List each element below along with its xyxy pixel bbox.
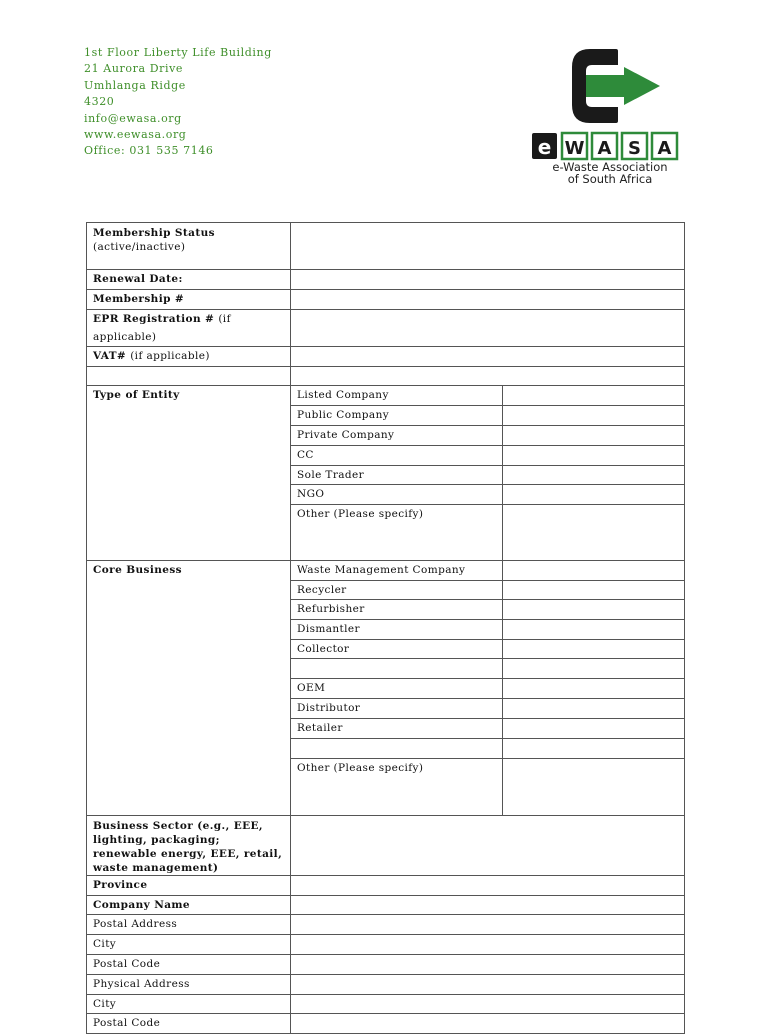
core-option-other: Other (Please specify) [291, 759, 503, 816]
postal-code-label: Postal Code [87, 955, 291, 975]
company-name-field[interactable] [291, 896, 685, 915]
entity-option: Public Company [291, 406, 503, 426]
renewal-date-label: Renewal Date: [87, 270, 291, 290]
address-postcode: 4320 [84, 95, 115, 109]
entity-option-checkbox[interactable] [503, 406, 685, 426]
core-option-checkbox[interactable] [503, 659, 685, 679]
logo-tagline-2: of South Africa [567, 172, 653, 186]
entity-option-checkbox[interactable] [503, 485, 685, 505]
physical-city-label: City [87, 995, 291, 1014]
logo-letter: S [628, 138, 641, 159]
core-option-checkbox[interactable] [503, 640, 685, 659]
core-option: Waste Management Company [291, 561, 503, 581]
ewasa-e-arrow-icon [528, 45, 692, 165]
entity-option-checkbox[interactable] [503, 446, 685, 466]
spacer-cell [291, 367, 685, 386]
postal-city-field[interactable] [291, 935, 685, 955]
website-link[interactable]: www.eewasa.org [84, 128, 187, 142]
spacer-cell [87, 367, 291, 386]
entity-option: Private Company [291, 426, 503, 446]
epr-registration-label: EPR Registration # (if applicable) [87, 310, 291, 347]
membership-number-field[interactable] [291, 290, 685, 310]
postal-address-field[interactable] [291, 915, 685, 935]
core-business-label: Core Business [87, 561, 291, 816]
vat-label: VAT# (if applicable) [87, 347, 291, 367]
core-option-blank [291, 659, 503, 679]
entity-option-checkbox[interactable] [503, 466, 685, 485]
core-other-specify-field[interactable] [503, 759, 685, 816]
core-option: Refurbisher [291, 600, 503, 620]
postal-address-label: Postal Address [87, 915, 291, 935]
business-sector-label: Business Sector (e.g., EEE, lighting, packaging; renewable energy, EEE, retail, waste management) [87, 816, 291, 876]
core-option: Distributor [291, 699, 503, 719]
province-label: Province [87, 876, 291, 896]
core-option: Dismantler [291, 620, 503, 640]
core-option-checkbox[interactable] [503, 679, 685, 699]
physical-postal-code-label: Postal Code [87, 1014, 291, 1034]
core-option-checkbox[interactable] [503, 600, 685, 620]
membership-status-label: Membership Status (active/inactive) [87, 223, 291, 270]
entity-option: CC [291, 446, 503, 466]
logo-letter: A [597, 138, 612, 159]
core-option-checkbox[interactable] [503, 581, 685, 600]
logo-tagline-1: e-Waste Association [552, 160, 668, 174]
entity-option-checkbox[interactable] [503, 426, 685, 446]
office-phone: Office: 031 535 7146 [84, 144, 214, 158]
company-name-label: Company Name [87, 896, 291, 915]
membership-form [86, 222, 685, 1034]
core-option: Recycler [291, 581, 503, 600]
postal-code-field[interactable] [291, 955, 685, 975]
address-line: Umhlanga Ridge [84, 78, 186, 92]
core-option: OEM [291, 679, 503, 699]
core-option-checkbox[interactable] [503, 719, 685, 739]
email-link[interactable]: info@ewasa.org [84, 111, 182, 125]
business-sector-field[interactable] [291, 816, 685, 876]
province-field[interactable] [291, 876, 685, 896]
entity-option: Sole Trader [291, 466, 503, 485]
entity-option: Listed Company [291, 386, 503, 406]
logo-letter: W [564, 138, 585, 159]
core-option: Retailer [291, 719, 503, 739]
physical-address-field[interactable] [291, 975, 685, 995]
address-line: 21 Aurora Drive [84, 62, 184, 76]
entity-option: NGO [291, 485, 503, 505]
ewasa-logo [528, 45, 692, 190]
entity-option-checkbox[interactable] [503, 386, 685, 406]
core-option-checkbox[interactable] [503, 620, 685, 640]
membership-number-label: Membership # [87, 290, 291, 310]
core-option-checkbox[interactable] [503, 739, 685, 759]
core-option-blank [291, 739, 503, 759]
address-block [84, 45, 272, 160]
membership-status-field[interactable] [291, 223, 685, 270]
core-option-checkbox[interactable] [503, 699, 685, 719]
type-of-entity-label: Type of Entity [87, 386, 291, 561]
address-line: 1st Floor Liberty Life Building [84, 46, 272, 59]
physical-address-label: Physical Address [87, 975, 291, 995]
physical-city-field[interactable] [291, 995, 685, 1014]
entity-other-specify-field[interactable] [503, 505, 685, 561]
renewal-date-field[interactable] [291, 270, 685, 290]
postal-city-label: City [87, 935, 291, 955]
core-option: Collector [291, 640, 503, 659]
logo-letter: e [537, 135, 552, 159]
entity-option-other: Other (Please specify) [291, 505, 503, 561]
core-option-checkbox[interactable] [503, 561, 685, 581]
epr-registration-field[interactable] [291, 310, 685, 347]
logo-letter: A [657, 138, 672, 159]
vat-field[interactable] [291, 347, 685, 367]
